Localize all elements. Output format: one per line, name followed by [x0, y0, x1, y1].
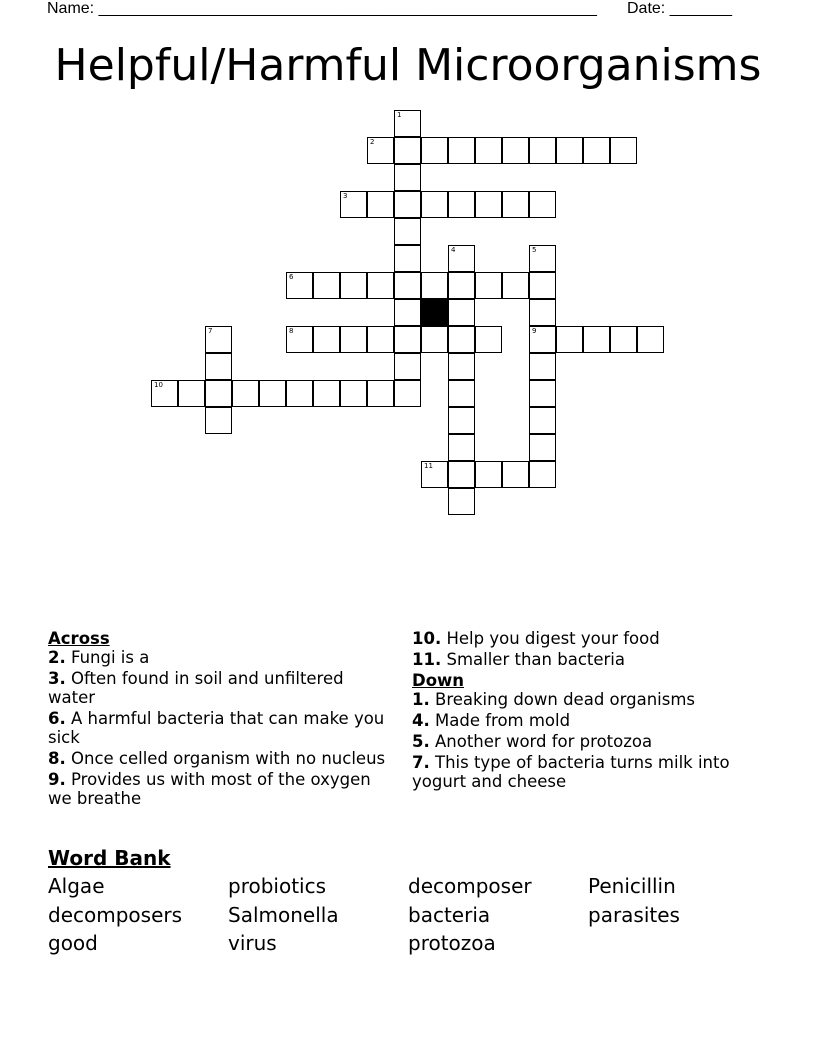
crossword-cell[interactable]	[448, 299, 475, 326]
crossword-cell[interactable]	[367, 272, 394, 299]
crossword-cell[interactable]	[529, 191, 556, 218]
word-bank-word: good	[48, 931, 98, 955]
crossword-cell[interactable]	[205, 326, 232, 353]
crossword-cell[interactable]	[448, 245, 475, 272]
crossword-cell[interactable]	[556, 326, 583, 353]
clue-number: 5	[532, 246, 537, 254]
clue-across-11: 11. Smaller than bacteria	[412, 650, 625, 669]
crossword-cell[interactable]	[448, 191, 475, 218]
crossword-cell[interactable]	[448, 461, 475, 488]
crossword-cell[interactable]	[529, 353, 556, 380]
clue-number: 11	[424, 462, 433, 470]
crossword-cell[interactable]	[394, 326, 421, 353]
crossword-cell[interactable]	[367, 191, 394, 218]
clue-across-3: 3. Often found in soil and unfiltered water	[48, 669, 344, 707]
crossword-cell[interactable]	[448, 380, 475, 407]
crossword-cell[interactable]	[259, 380, 286, 407]
clue-number: 2	[370, 138, 375, 146]
crossword-cell[interactable]	[367, 326, 394, 353]
word-bank-heading: Word Bank	[48, 846, 171, 870]
crossword-cell[interactable]	[313, 380, 340, 407]
clue-number: 1	[397, 111, 402, 119]
clues-left-column	[48, 629, 393, 810]
crossword-cell[interactable]	[394, 191, 421, 218]
crossword-cell[interactable]	[394, 137, 421, 164]
crossword-cell[interactable]	[529, 434, 556, 461]
crossword-cell[interactable]	[340, 272, 367, 299]
word-bank-word: Salmonella	[228, 903, 339, 927]
down-heading: Down	[412, 671, 465, 690]
crossword-cell[interactable]	[529, 326, 556, 353]
crossword-cell[interactable]	[205, 380, 232, 407]
crossword-cell[interactable]	[205, 407, 232, 434]
clue-number: 6	[289, 273, 294, 281]
crossword-cell[interactable]	[556, 137, 583, 164]
crossword-cell[interactable]	[232, 380, 259, 407]
crossword-cell[interactable]	[529, 407, 556, 434]
crossword-cell[interactable]	[394, 299, 421, 326]
clue-number: 9	[532, 327, 537, 335]
crossword-cell[interactable]	[475, 191, 502, 218]
word-bank-word: Algae	[48, 874, 105, 898]
crossword-cell[interactable]	[340, 191, 367, 218]
crossword-cell[interactable]	[637, 326, 664, 353]
crossword-block	[421, 299, 448, 326]
name-field-label[interactable]: Name: ________________________________________________________	[47, 0, 597, 17]
crossword-cell[interactable]	[448, 407, 475, 434]
clue-number: 10	[154, 381, 163, 389]
crossword-cell[interactable]	[394, 110, 421, 137]
crossword-cell[interactable]	[421, 191, 448, 218]
crossword-cell[interactable]	[313, 326, 340, 353]
clue-down-5: 5. Another word for protozoa	[412, 732, 653, 751]
crossword-cell[interactable]	[367, 380, 394, 407]
crossword-cell[interactable]	[367, 137, 394, 164]
crossword-cell[interactable]	[394, 245, 421, 272]
crossword-cell[interactable]	[178, 380, 205, 407]
word-bank-word: protozoa	[408, 931, 496, 955]
clue-across-10: 10. Help you digest your food	[412, 629, 660, 648]
crossword-cell[interactable]	[448, 434, 475, 461]
crossword-cell[interactable]	[529, 272, 556, 299]
crossword-cell[interactable]	[151, 380, 178, 407]
crossword-cell[interactable]	[313, 272, 340, 299]
crossword-cell[interactable]	[394, 272, 421, 299]
crossword-cell[interactable]	[583, 326, 610, 353]
crossword-cell[interactable]	[394, 380, 421, 407]
clues-right-column	[412, 629, 772, 793]
crossword-cell[interactable]	[475, 137, 502, 164]
clue-number: 4	[451, 246, 456, 254]
crossword-cell[interactable]	[529, 245, 556, 272]
crossword-cell[interactable]	[205, 353, 232, 380]
crossword-cell[interactable]	[502, 191, 529, 218]
crossword-cell[interactable]	[610, 326, 637, 353]
crossword-cell[interactable]	[583, 137, 610, 164]
across-heading: Across	[48, 629, 110, 648]
crossword-cell[interactable]	[475, 272, 502, 299]
word-bank-word: Penicillin	[588, 874, 676, 898]
crossword-cell[interactable]	[286, 272, 313, 299]
crossword-cell[interactable]	[529, 380, 556, 407]
word-bank-word: decomposers	[48, 903, 183, 927]
crossword-cell[interactable]	[421, 137, 448, 164]
clue-across-2: 2. Fungi is a	[48, 648, 150, 667]
crossword-cell[interactable]	[286, 326, 313, 353]
crossword-cell[interactable]	[394, 353, 421, 380]
crossword-cell[interactable]	[502, 272, 529, 299]
word-bank-word: probiotics	[228, 874, 327, 898]
clue-down-1: 1. Breaking down dead organisms	[412, 690, 696, 709]
crossword-cell[interactable]	[502, 137, 529, 164]
crossword-cell[interactable]	[340, 326, 367, 353]
crossword-cell[interactable]	[475, 461, 502, 488]
crossword-cell[interactable]	[475, 326, 502, 353]
word-bank-word: decomposer	[408, 874, 532, 898]
crossword-cell[interactable]	[421, 326, 448, 353]
crossword-cell[interactable]	[394, 164, 421, 191]
crossword-cell[interactable]	[529, 461, 556, 488]
clue-across-8: 8. Once celled organism with no nucleus	[48, 749, 386, 768]
crossword-cell[interactable]	[448, 326, 475, 353]
word-bank-word: virus	[228, 931, 277, 955]
crossword-cell[interactable]	[448, 272, 475, 299]
crossword-cell[interactable]	[448, 488, 475, 515]
clue-across-9: 9. Provides us with most of the oxygen we breathe	[48, 770, 371, 808]
clue-across-6: 6. A harmful bacteria that can make you sick	[48, 709, 385, 747]
crossword-cell[interactable]	[529, 299, 556, 326]
crossword-cell[interactable]	[421, 272, 448, 299]
crossword-cell[interactable]	[529, 137, 556, 164]
word-bank-word: bacteria	[408, 903, 491, 927]
crossword-cell[interactable]	[448, 353, 475, 380]
clue-number: 8	[289, 327, 294, 335]
page-title: Helpful/Harmful Microorganisms	[54, 40, 762, 91]
crossword-cell[interactable]	[340, 380, 367, 407]
crossword-cell[interactable]	[502, 461, 529, 488]
clue-number: 7	[208, 327, 213, 335]
word-bank-word: parasites	[588, 903, 680, 927]
crossword-cell[interactable]	[448, 137, 475, 164]
clue-number: 3	[343, 192, 348, 200]
clue-down-7: 7. This type of bacteria turns milk into yogurt and cheese	[412, 753, 730, 791]
crossword-cell[interactable]	[610, 137, 637, 164]
clue-down-4: 4. Made from mold	[412, 711, 571, 730]
crossword-cell[interactable]	[286, 380, 313, 407]
date-field-label[interactable]: Date: _______	[627, 0, 732, 17]
crossword-cell[interactable]	[421, 461, 448, 488]
crossword-cell[interactable]	[394, 218, 421, 245]
